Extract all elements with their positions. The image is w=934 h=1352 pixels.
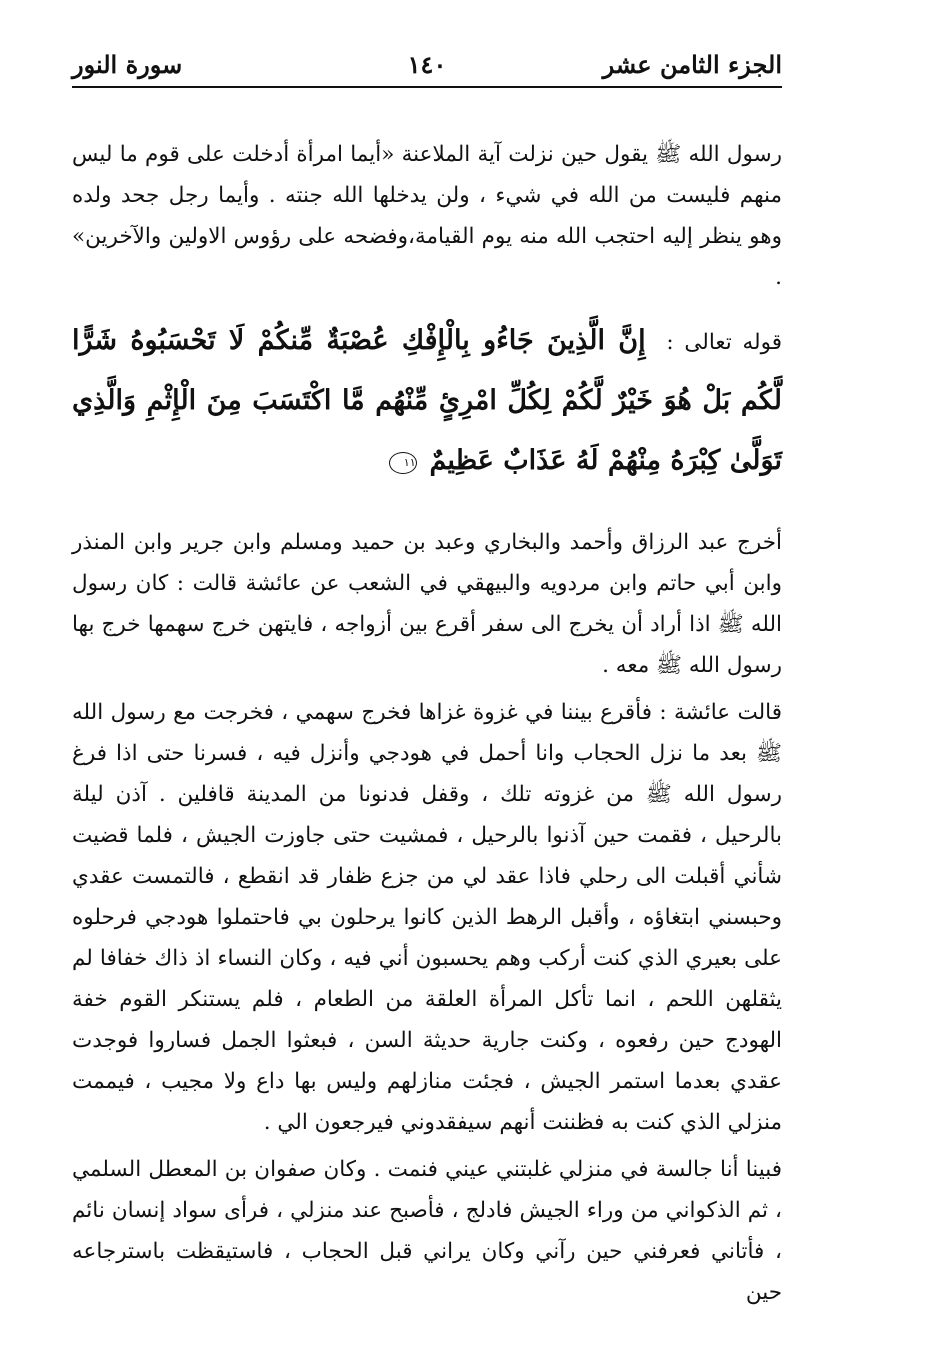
paragraph-aisha-account: قالت عائشة : فأقرع بيننا في غزوة غزاها فخرج سهمي ، فخرجت مع رسول الله ﷺ بعد ما نزل الحجاب وانا أحمل في هودجي وأنزل فيه ، فسرنا حتى اذا فرغ رسول الله ﷺ من غزوته تلك ، وقفل فدنونا من المدينة قافلين . آذن ليلة بالرحيل ، فقمت حين آذنوا بالرحيل ، فمشيت حتى جاوزت الجيش ، فلما قضيت شأني أقبلت الى رحلي فاذا عقد لي من جزع ظفار قد انقطع ، فالتمست عقدي وحبسني ابتغاؤه ، وأقبل الرهط الذين كانوا يرحلون بي فاحتملوا هودجي فرحلوه على بعيري الذي كنت أركب وهم يحسبون أني فيه ، وكان النساء اذ ذاك خفافا لم يثقلهن اللحم ، انما تأكل المرأة العلقة من الطعام ، فلم يستنكر القوم خفة الهودج حين رفعوه ، وكنت جارية حديثة السن ، فبعثوا الجمل فساروا فوجدت عقدي بعدما استمر الجيش ، فجئت منازلهم وليس بها داع ولا مجيب ، فيممت منزلي الذي كنت به فظننت أنهم سيفقدوني فيرجعون الي . bbox=[72, 700, 782, 1135]
book-page bbox=[72, 40, 782, 1313]
page-header bbox=[72, 40, 782, 88]
paragraph-narration-sources: أخرج عبد الرزاق وأحمد والبخاري وعبد بن حميد ومسلم وابن جرير وابن المنذر وابن أبي حاتم وابن مردويه والبيهقي في الشعب عن عائشة قالت : كان رسول الله ﷺ اذا أراد أن يخرج الى سفر أقرع بين أزواجه ، فايتهن خرج سهمها خرج بها رسول الله ﷺ معه . bbox=[72, 530, 782, 678]
ayah-number-marker: ١١ bbox=[389, 452, 417, 474]
part-title: الجزء الثامن عشر bbox=[602, 50, 782, 79]
quran-verse: إِنَّ الَّذِينَ جَاءُو بِالْإِفْكِ عُصْبَةٌ مِّنكُمْ لَا تَحْسَبُوهُ شَرًّا لَّكُم بَلْ هُوَ خَيْرٌ لَّكُمْ لِكُلِّ امْرِئٍ مِّنْهُم مَّا اكْتَسَبَ مِنَ الْإِثْمِ وَالَّذِي تَوَلَّىٰ كِبْرَهُ مِنْهُمْ لَهُ عَذَابٌ عَظِيمٌ bbox=[72, 325, 782, 476]
surah-title: سورة النور bbox=[72, 50, 183, 79]
paragraph-hadith-mulaana: رسول الله ﷺ يقول حين نزلت آية الملاعنة «أيما امرأة أدخلت على قوم ما ليس منهم فليست من الله في شيء ، ولن يدخلها الله جنته . وأيما رجل جحد ولده وهو ينظر إليه احتجب الله منه يوم القيامة،وفضحه على رؤوس الاولين والآخرين» . bbox=[72, 142, 782, 290]
quran-verse-block bbox=[72, 312, 782, 492]
page-number: ١٤٠ bbox=[407, 50, 447, 79]
verse-intro: قوله تعالى : bbox=[666, 330, 782, 355]
paragraph-safwan: فبينا أنا جالسة في منزلي غلبتني عيني فنمت . وكان صفوان بن المعطل السلمي ، ثم الذكواني من وراء الجيش فادلج ، فأصبح عند منزلي ، فرأى سواد إنسان نائم ، فأتاني فعرفني حين رآني وكان يراني قبل الحجاب ، فاستيقظت باسترجاعه حين bbox=[72, 1157, 782, 1305]
